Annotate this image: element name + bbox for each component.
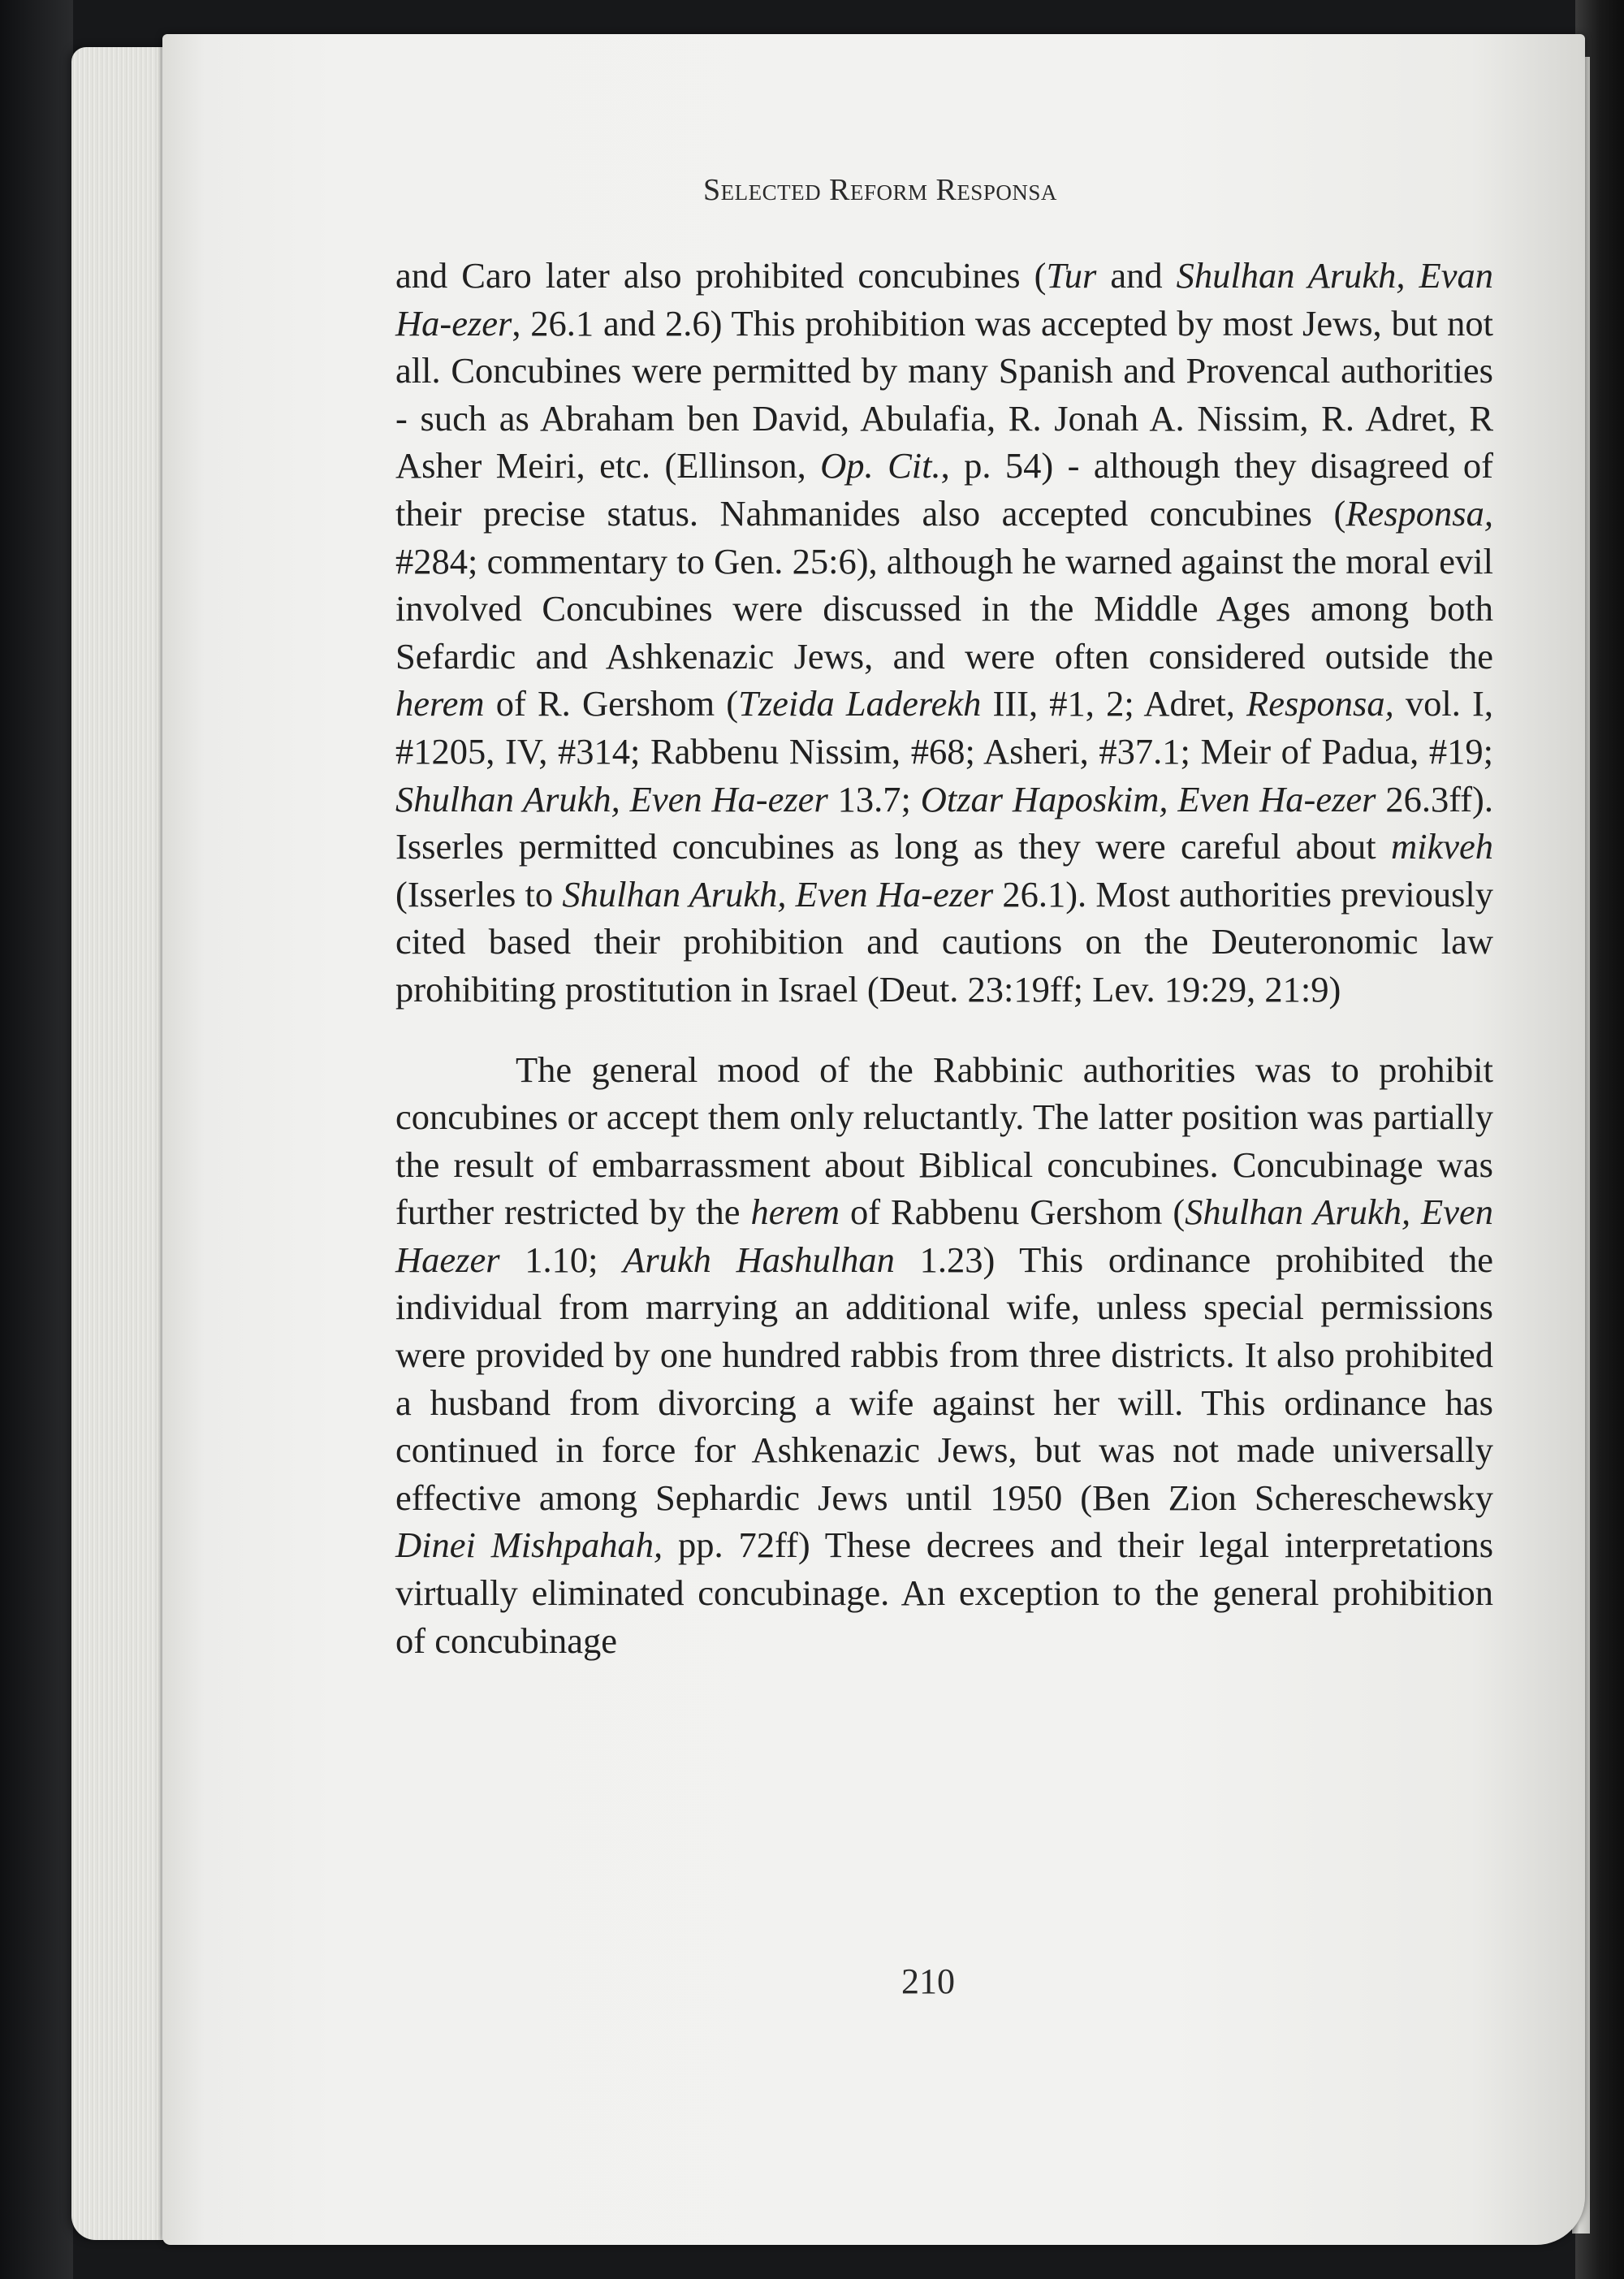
text-run: (Isserles to: [395, 873, 563, 915]
text-run: The general mood of the Rabbinic authorities was to prohibit concubines or accept them only reluctantly. The latter position was partially the result of embarrassment about Biblical concubines. Concubinage was further restricted by the: [395, 1049, 1493, 1233]
text-run: 1.23) This ordinance prohibited the individual from marrying an additional wife, unless special permissions were provided by one hundred rabbis from three districts. It also prohibited a husband from divorcing a wife against her will. This ordinance has continued in force for Ashkenazic Jews, but was not made universally effective among Sephardic Jews until 1950 (Ben Zion Schereschewsky: [395, 1239, 1493, 1518]
text-run: and Caro later also prohibited concubines (: [395, 255, 1047, 296]
italic-text-run: Tzeida Laderekh: [738, 683, 982, 724]
paragraph: [395, 1046, 1493, 1665]
text-run: , p. 54) - although they disagreed of their precise status. Nahmanides also accepted concubines (: [395, 445, 1493, 534]
italic-text-run: Tur: [1046, 255, 1097, 296]
page-number: 210: [901, 1961, 955, 2001]
text-run: , 26.1 and 2.6) This prohibition was accepted by most Jews, but not all. Concubines were permitted by many Spanish and Provencal authorities - such as Abraham ben David, Abulafia, R. Jonah A. Nissim, R. Adret, R Asher Meiri, etc. (Ellinson,: [395, 302, 1493, 487]
italic-text-run: herem: [395, 683, 485, 724]
text-run: 26.1). Most authorities previously cited based their prohibition and cautions on the Deuteronomic law prohibiting prostitution in Israel (Deut. 23:19ff; Lev. 19:29, 21:9): [395, 873, 1494, 1010]
italic-text-run: Otzar Haposkim, Even Ha-ezer: [920, 778, 1376, 819]
italic-text-run: mikveh: [1390, 826, 1493, 867]
running-head: Selected Reform Responsa: [703, 173, 1057, 207]
text-run: #284; commentary to Gen. 25:6), although he warned against the moral evil involved Concubines were discussed in the Middle Ages among both Sefardic and Ashkenazic Jews, and were often considered outside the: [395, 540, 1493, 677]
italic-text-run: Responsa,: [1345, 492, 1493, 534]
italic-text-run: Shulhan Arukh, Even Ha-ezer: [395, 778, 828, 819]
text-run: of Rabbenu Gershom (: [840, 1191, 1186, 1233]
text-run: III, #1, 2; Adret,: [981, 683, 1247, 724]
text-run: 1.10;: [499, 1239, 624, 1280]
italic-text-run: Dinei Mishpahah,: [395, 1524, 663, 1566]
italic-text-run: Shulhan Arukh, Even Haezer: [395, 1191, 1493, 1280]
text-run: 26.3ff). Isserles permitted concubines as long as they were careful about: [395, 778, 1493, 867]
italic-text-run: herem: [750, 1191, 840, 1233]
scanner-background-left: [0, 0, 73, 2279]
body-text: [395, 252, 1493, 1664]
italic-text-run: Responsa,: [1246, 683, 1394, 724]
italic-text-run: Shulhan Arukh, Even Ha-ezer: [562, 873, 994, 915]
paragraph: [395, 252, 1493, 1014]
italic-text-run: Arukh Hashulhan: [623, 1239, 895, 1280]
text-run: of R. Gershom (: [484, 683, 739, 724]
italic-text-run: Op. Cit.: [820, 445, 941, 487]
italic-text-run: Shulhan Arukh, Evan Ha-ezer: [395, 255, 1493, 344]
text-run: pp. 72ff) These decrees and their legal interpretations virtually eliminated concubinage. An exception to the general prohibition of concubinage: [395, 1524, 1494, 1661]
text-run: and: [1096, 255, 1177, 296]
text-run: vol. I, #1205, IV, #314; Rabbenu Nissim, #68; Asheri, #37.1; Meir of Padua, #19;: [395, 683, 1493, 772]
text-run: 13.7;: [827, 778, 921, 819]
